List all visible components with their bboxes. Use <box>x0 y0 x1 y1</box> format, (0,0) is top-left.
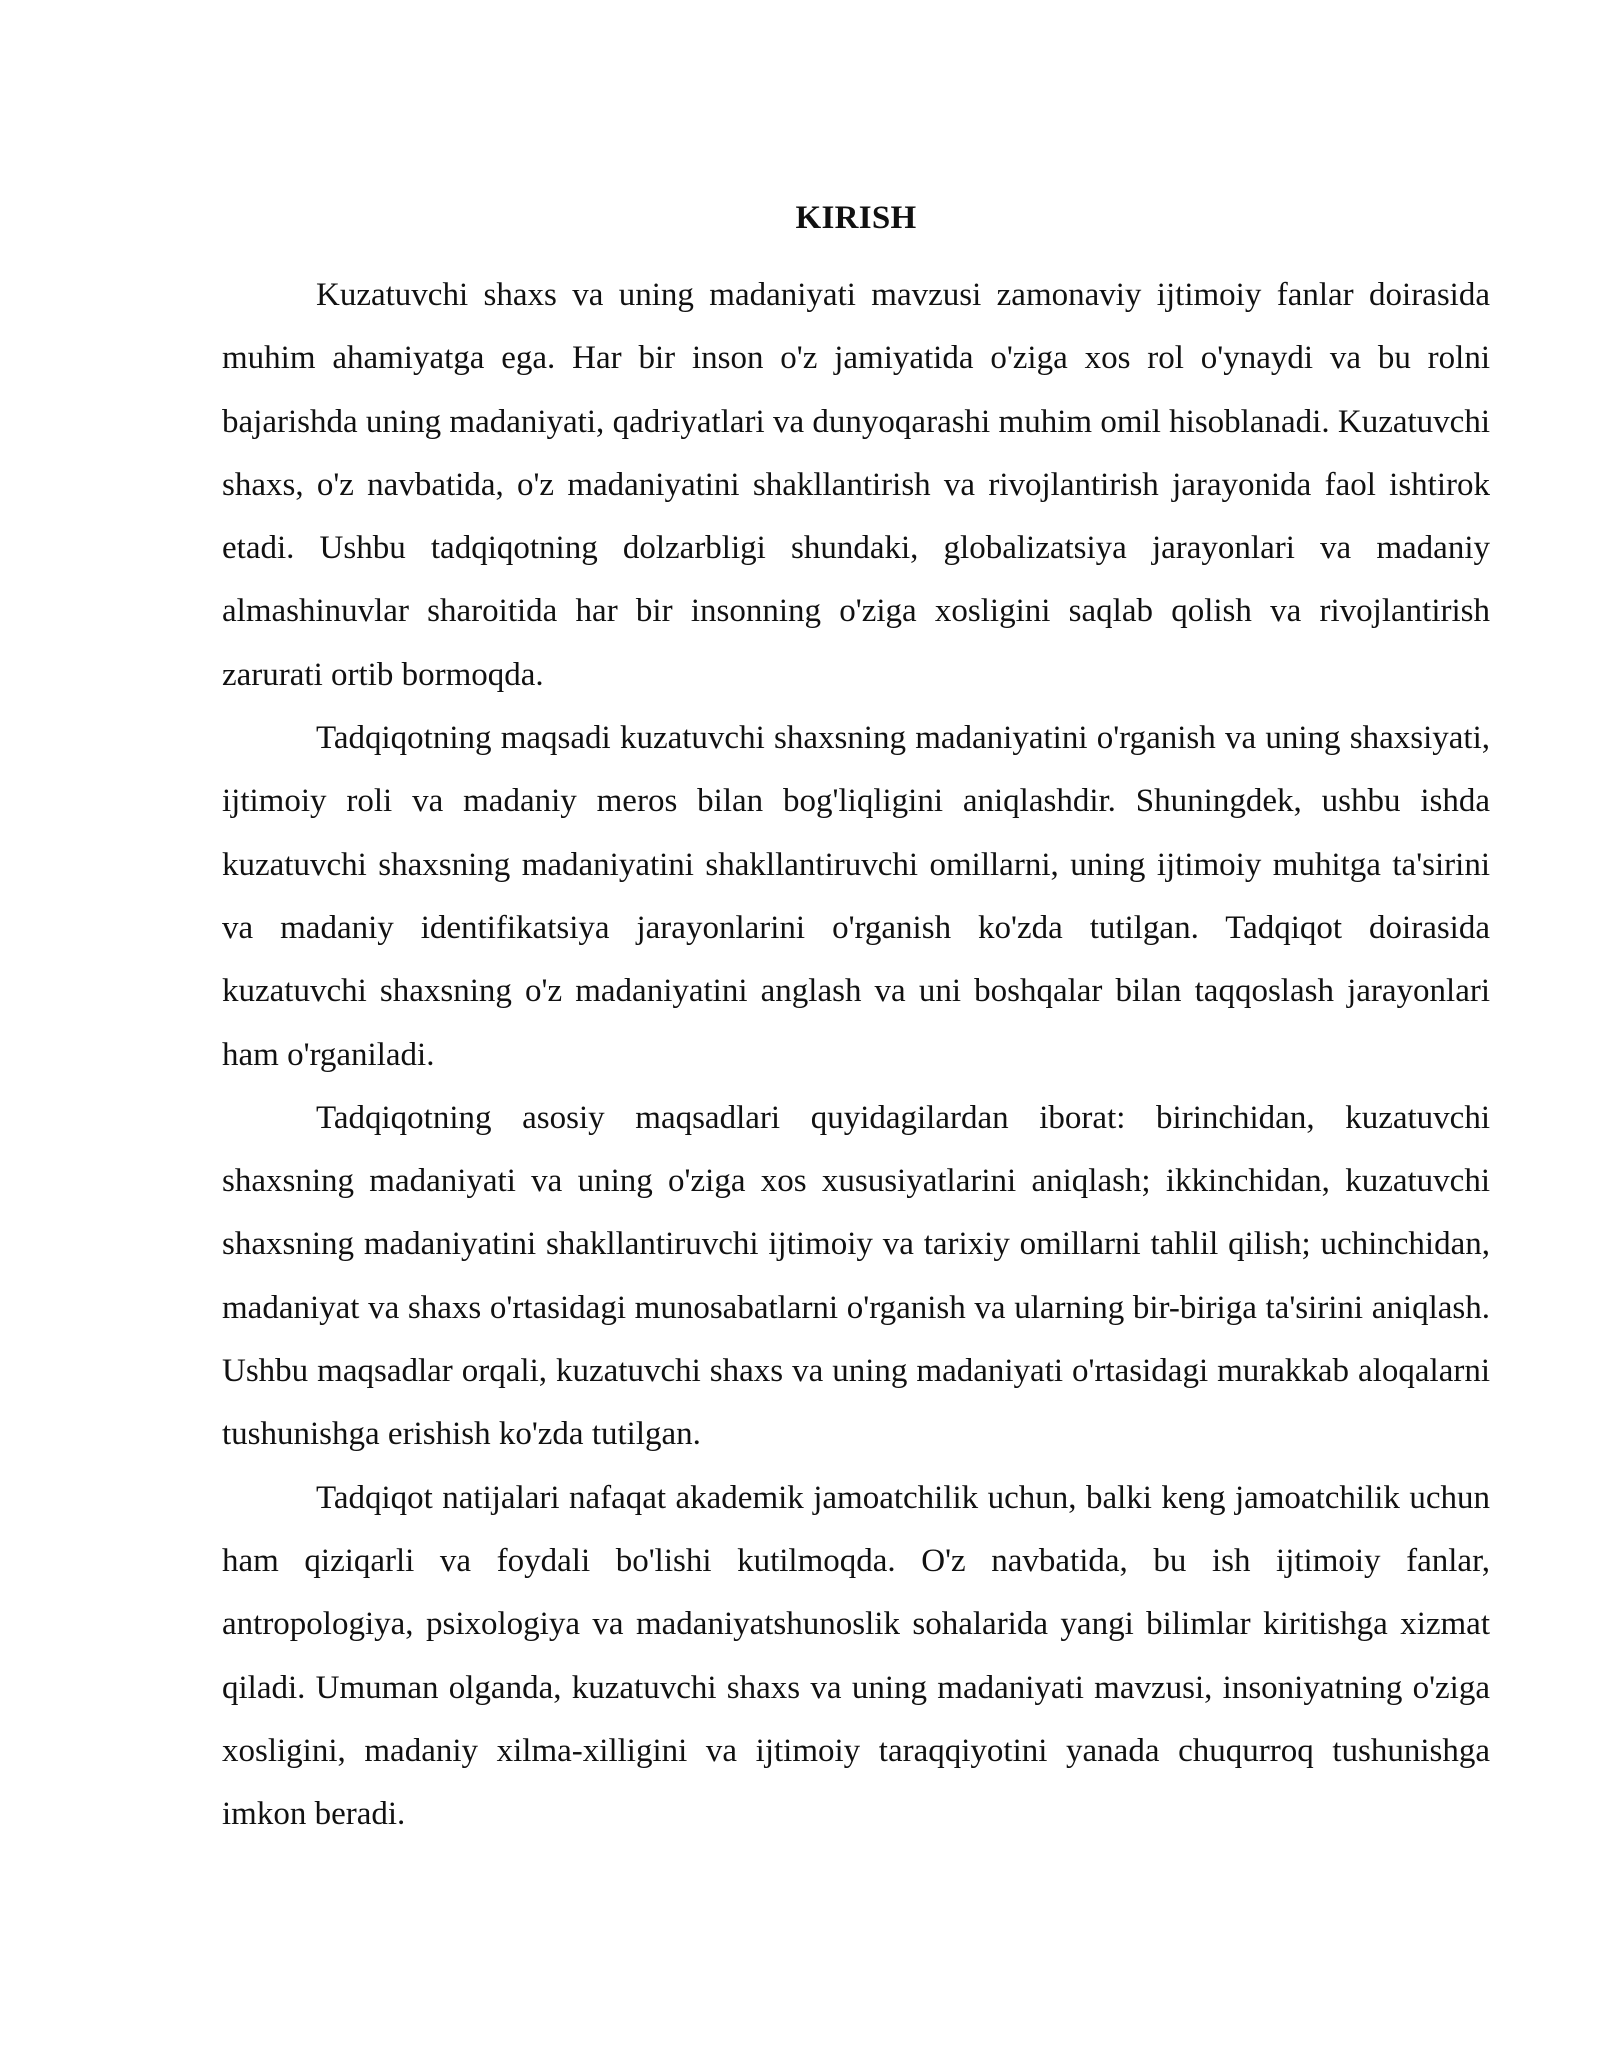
paragraph-2: Tadqiqotning maqsadi kuzatuvchi shaxsning madaniyatini o'rganish va uning shaxsiyati, ijtimoiy roli va madaniy meros bilan bog'liqligini aniqlashdir. Shuningdek, ushbu ishda kuzatuvchi shaxsning madaniyatini shakllantiruvchi omillarni, uning ijtimoiy muhitga ta'sirini va madaniy identifikatsiya jarayonlarini o'rganish ko'zda tutilgan. Tadqiqot doirasida kuzatuvchi shaxsning o'z madaniyatini anglash va uni boshqalar bilan taqqoslash jarayonlari ham o'rganiladi. <box>222 720 1490 1073</box>
section-heading: KIRISH <box>795 200 917 236</box>
document-body <box>222 190 1490 1846</box>
paragraph-4: Tadqiqot natijalari nafaqat akademik jamoatchilik uchun, balki keng jamoatchilik uchun ham qiziqarli va foydali bo'lishi kutilmoqda. O'z navbatida, bu ish ijtimoiy fanlar, antropologiya, psixologiya va madaniyatshunoslik sohalarida yangi bilimlar kiritishga xizmat qiladi. Umuman olganda, kuzatuvchi shaxs va uning madaniyati mavzusi, insoniyatning o'ziga xosligini, madaniy xilma-xilligini va ijtimoiy taraqqiyotini yanada chuqurroq tushunishga imkon beradi. <box>222 1479 1490 1833</box>
paragraph-1: Kuzatuvchi shaxs va uning madaniyati mavzusi zamonaviy ijtimoiy fanlar doirasida muhim ahamiyatga ega. Har bir inson o'z jamiyatida o'ziga xos rol o'ynaydi va bu rolni bajarishda uning madaniyati, qadriyatlari va dunyoqarashi muhim omil hisoblanadi. Kuzatuvchi shaxs, o'z navbatida, o'z madaniyatini shakllantirish va rivojlantirish jarayonida faol ishtirok etadi. Ushbu tadqiqotning dolzarbligi shundaki, globalizatsiya jarayonlari va madaniy almashinuvlar sharoitida har bir insonning o'ziga xosligini saqlab qolish va rivojlantirish zarurati ortib bormoqda. <box>222 277 1490 693</box>
paragraph-3: Tadqiqotning asosiy maqsadlari quyidagilardan iborat: birinchidan, kuzatuvchi shaxsning madaniyati va uning o'ziga xos xususiyatlarini aniqlash; ikkinchidan, kuzatuvchi shaxsning madaniyatini shakllantiruvchi ijtimoiy va tarixiy omillarni tahlil qilish; uchinchidan, madaniyat va shaxs o'rtasidagi munosabatlarni o'rganish va ularning bir-biriga ta'sirini aniqlash. Ushbu maqsadlar orqali, kuzatuvchi shaxs va uning madaniyati o'rtasidagi murakkab aloqalarni tushunishga erishish ko'zda tutilgan. <box>222 1099 1490 1453</box>
